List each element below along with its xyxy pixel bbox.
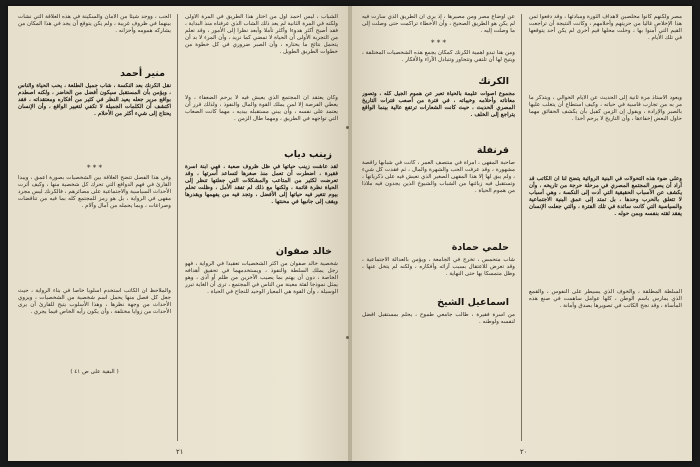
paragraph: مجموع أصوات عليمة بالحياة تعبر عن هموم الجيل كله ، وتصور معاناته وأحلامه وخيباته ، في فترة من أصعب فترات التاريخ المصري الحديث ، حيث كانت الشعارات ترتفع عالية بينما الواقع يتراجع إلى الخلف . xyxy=(362,91,515,119)
paragraph: نقل الكرنك بعد النكسة ، شاب جميل الطلعة ، يحب الحياة والناس ، ويؤمن بأن المستقبل سيكون أفضل من الحاضر ، ولكنه اصطدم بواقع مرير جعله يعيد النظر في كثير من أفكاره ومعتقداته ، فقد اكتشف أن الكلمات الجميلة لا تكفي لتغيير الواقع ، وأن الإنسان يحتاج إلى شيء أكثر من الأحلام . xyxy=(18,83,171,118)
right-page-left-column xyxy=(362,14,515,441)
paragraph: وكان يعتقد أن المجتمع الذي يعيش فيه لا يرحم الضعفاء ، ولا يعطي الفرصة إلا لمن يملك القوة والمال والنفوذ ، ولذلك قرر أن يعتمد على نفسه ، وأن يبني مستقبله بيديه ، مهما كانت الصعاب التي تواجهه في الطريق ، ومهما طال الزمن . xyxy=(185,95,338,123)
paragraph: شخصية خالد صفوان من أكثر الشخصيات تعقيدا في الرواية ، فهو رجل يملك السلطة والنفوذ ، ويستخدمهما في تحقيق أهدافه الخاصة ، دون أن يهتم بما يصيب الآخرين من ظلم أو أذى ، وهو يمثل نموذجا لفئة معينة من الناس في المجتمع ، ترى أن الغاية تبرر الوسيلة ، وأن القوة هي المعيار الوحيد للنجاح في الحياة . xyxy=(185,261,338,296)
section-heading: حلمي حمادة xyxy=(451,242,509,253)
section-separator: * * * xyxy=(431,39,446,47)
column-rule xyxy=(521,14,522,441)
paragraph: وعلى ضوء هذه التحولات في البنية الروائية يتضح لنا أن الكاتب قد أراد أن يصور المجتمع المصري في مرحلة حرجة من تاريخه ، وأن يكشف عن الأسباب الحقيقية التي أدت إلى النكسة ، وهي أسباب لا تتعلق بالحرب وحدها ، بل تمتد إلى عمق البنية الاجتماعية والسياسية التي كانت سائدة في تلك الفترة ، والتي جعلت الإنسان يفقد ثقته بنفسه وبمن حوله . xyxy=(529,176,682,218)
staple-hole xyxy=(346,336,349,339)
staple-hole xyxy=(346,126,349,129)
paragraph: من أسرة فقيرة ، طالب جامعي طموح ، يحلم بمستقبل أفضل لنفسه ولوطنه . xyxy=(362,312,515,326)
left-page-left-column xyxy=(18,14,171,441)
page-left xyxy=(8,6,348,461)
paragraph: والملاحظ أن الكاتب استخدم أسلوبا خاصا في بناء الرواية ، حيث جعل كل فصل منها يحمل اسم شخصية من الشخصيات ، ويروي الأحداث من وجهة نظرها ، وهذا الأسلوب يتيح للقارئ أن يرى الأحداث من زوايا مختلفة ، وأن يكون رأيه الخاص فيما يجري . xyxy=(18,288,171,316)
continuation-note: ( البقية على ص ٤١ ) xyxy=(70,369,119,375)
paragraph: الحب ، ووجد شيئا من الأمان والسكينة في هذه العلاقة التي نشأت بينهما في ظروف غريبة ، ولم يكن يتوقع أن يجد في هذا المكان من يشاركه همومه وأحزانه . xyxy=(18,14,171,35)
paragraph: وفي هذا الفصل تتضح العلاقة بين الشخصيات بصورة أعمق ، ويبدأ القارئ في فهم الدوافع التي تحرك كل شخصية منها ، وكيف أثرت الأحداث السياسية والاجتماعية على مصائرهم ، فالكرنك ليس مجرد مقهى في الرواية ، بل هو رمز للمجتمع كله بما فيه من تناقضات وصراعات ، وبما يحمله من آمال وآلام . xyxy=(18,175,171,210)
paragraph: مصر ولكنهم كانوا مخلصين لأهداف الثورة ومبادئها ، وقد دفعوا ثمن هذا الإخلاص غاليا من حريتهم وأحلامهم ، وكانت النتيجة أن تراجعت القيم التي آمنوا بها ، وحلت محلها قيم أخرى لم يكن أحد يتوقعها في تلك الأيام . xyxy=(529,14,682,42)
section-heading: زينب دياب xyxy=(284,149,332,160)
section-heading: الكرنك xyxy=(478,76,509,87)
column-rule xyxy=(177,14,178,441)
paragraph: السلطة المطلقة ، والخوف الذي يسيطر على النفوس ، والقمع الذي يمارس باسم الوطن ، كلها عوامل ساهمت في صنع هذه المأساة ، وقد نجح الكاتب في تصويرها بصدق وأمانة . xyxy=(529,289,682,310)
paragraph: ومن هنا تبدو أهمية الكرنك كمكان يجمع هذه الشخصيات المختلفة ، ويتيح لها أن تلتقي وتتحاور وتتبادل الآراء والأفكار . xyxy=(362,50,515,64)
page-number: ٢١ xyxy=(176,448,184,456)
paragraph: ويعود الأستاذ مرة ثانية إلى الحديث عن الأيام الخوالي ، ويتذكر ما مر به من تجارب قاسية في حياته ، وكيف استطاع أن يتغلب عليها بالصبر والإرادة ، ويقول إن الزمن كفيل بأن يكشف الحقائق مهما حاول البعض إخفاءها ، وأن التاريخ لا يرحم أحدا . xyxy=(529,95,682,123)
page-number: ٢٠ xyxy=(520,448,528,456)
paragraph: عن أوضاع مصر ومن مصيرها ، إذ يرى أن الطريق الذي سارت فيه لم يكن هو الطريق الصحيح ، وأن الأخطاء تراكمت حتى وصلت إلى ما وصلت إليه . xyxy=(362,14,515,35)
page-right xyxy=(352,6,692,461)
magazine-spread xyxy=(8,6,692,461)
section-heading: منير أحمد xyxy=(120,68,165,79)
paragraph: لقد عاشت زينب حياتها في ظل ظروف صعبة ، فهي ابنة أسرة فقيرة ، اضطرت أن تعمل منذ صغرها لتساعد أسرتها ، وقد تعرضت لكثير من المتاعب والمشكلات التي جعلتها تنظر إلى الحياة نظرة قاتمة ، ولكنها مع ذلك لم تفقد الأمل ، وظلت تحلم بيوم تتغير فيه حياتها إلى الأفضل ، وتجد فيه من يفهمها ويقدرها ويقف إلى جانبها في محنتها . xyxy=(185,164,338,206)
section-separator: * * * xyxy=(87,164,102,172)
paragraph: شاب متحمس ، تخرج في الجامعة ، ويؤمن بالعدالة الاجتماعية ، وقد تعرض للاعتقال بسبب آرائه وأفكاره ، ولكنه لم يتخل عنها ، وظل متمسكا بها حتى النهاية . xyxy=(362,257,515,278)
paragraph: صاحبة المقهى ، امرأة في منتصف العمر ، كانت في شبابها راقصة مشهورة ، وقد عرفت الحب والشهرة والمال ، ثم فقدت كل شيء ، ولم يبق لها إلا هذا المقهى الصغير الذي تعيش فيه على ذكرياتها ، وتستقبل فيه زبائنها من الشباب والشيوخ الذين يجدون فيه ملاذا من هموم الحياة . xyxy=(362,160,515,195)
section-heading: خالد صفوان xyxy=(275,246,332,257)
left-page-right-column xyxy=(185,14,338,441)
section-heading: اسماعيل الشيخ xyxy=(437,297,509,308)
paragraph: الشباب ، ليس أحمد أول من اختار هذا الطريق في المرة الأولى ولكنه في المرة الثانية لم يعد ذلك الشاب الذي عرفناه منذ البداية ، فقد أصبح أكثر هدوءا وأكثر تأملا وأبعد نظرا إلى الأمور ، وقد تعلم من التجربة الأولى أن الحياة لا تمضي كما نريد ، وأن المرء لا بد أن يتحمل نتائج ما يختاره ، وأن الصبر ضروري في كل خطوة من خطوات الطريق الطويل . xyxy=(185,14,338,56)
right-page-right-column xyxy=(529,14,682,441)
section-heading: قرنفلة xyxy=(476,145,509,156)
